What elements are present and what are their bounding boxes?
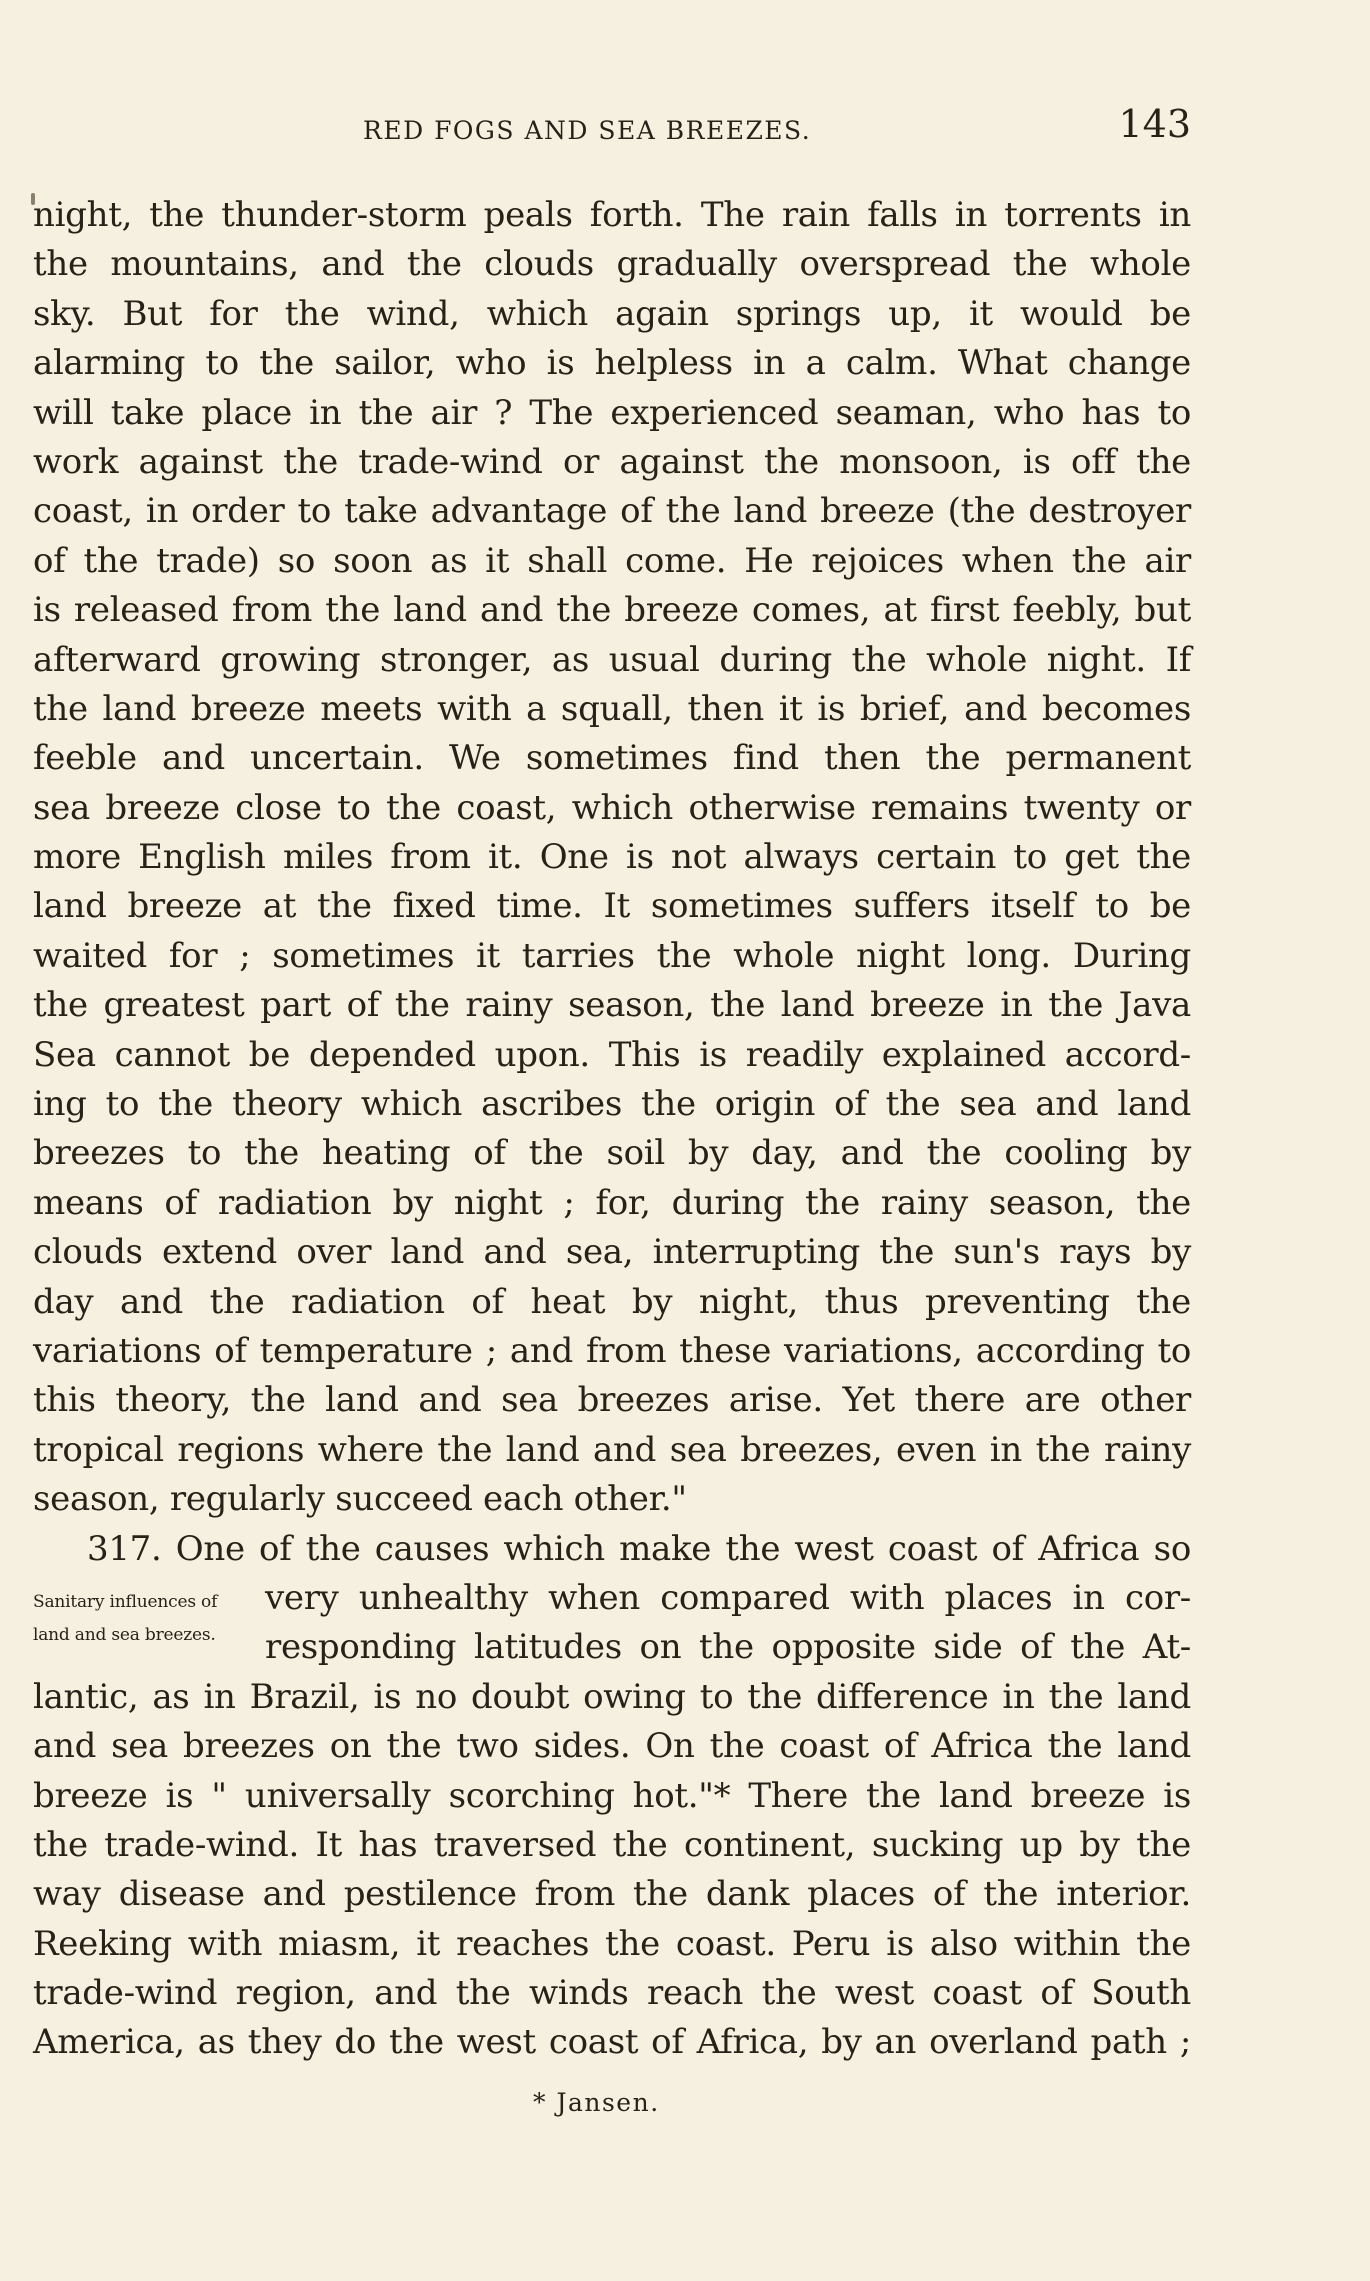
body-text bbox=[33, 191, 1191, 2068]
text-line: variations of temperature ; and from these variations, according to bbox=[33, 1330, 1191, 1371]
text-line: coast, in order to take advantage of the land breeze (the destroyer bbox=[33, 491, 1191, 532]
text-line: breezes to the heating of the soil by day, and the cooling by bbox=[33, 1133, 1191, 1174]
text-line: night, the thunder-storm peals forth. The rain falls in torrents in bbox=[33, 195, 1191, 235]
text-line: means of radiation by night ; for, during the rainy season, the bbox=[33, 1182, 1191, 1223]
text-line: the greatest part of the rainy season, the land breeze in the Java bbox=[33, 985, 1191, 1026]
text-line: ing to the theory which ascribes the origin of the sea and land bbox=[33, 1084, 1191, 1125]
text-line: afterward growing stronger, as usual during the whole night. If bbox=[33, 639, 1191, 680]
text-line: sky. But for the wind, which again springs up, it would be bbox=[33, 293, 1191, 334]
text-line: land breeze at the fixed time. It sometimes suffers itself to be bbox=[33, 886, 1191, 927]
text-line: tropical regions where the land and sea breezes, even in the rainy bbox=[33, 1429, 1191, 1470]
text-line: very unhealthy when compared with places in cor- bbox=[265, 1577, 1191, 1618]
text-line: the mountains, and the clouds gradually overspread the whole bbox=[33, 244, 1191, 285]
text-line: the land breeze meets with a squall, then it is brief, and becomes bbox=[33, 688, 1191, 729]
footnote: * Jansen. bbox=[533, 2088, 660, 2117]
text-line: clouds extend over land and sea, interrupting the sun's rays by bbox=[33, 1232, 1191, 1273]
text-line: waited for ; sometimes it tarries the whole night long. During bbox=[33, 935, 1191, 976]
text-line: will take place in the air ? The experienced seaman, who has to bbox=[33, 392, 1191, 433]
text-line: sea breeze close to the coast, which otherwise remains twenty or bbox=[33, 787, 1191, 828]
text-line: way disease and pestilence from the dank places of the interior. bbox=[33, 1874, 1191, 1915]
margin-note-line-1: Sanitary influences of bbox=[33, 1592, 218, 1612]
text-line: America, as they do the west coast of Africa, by an overland path ; bbox=[33, 2022, 1191, 2063]
paragraph-start-line: 317. One of the causes which make the west coast of Africa so bbox=[87, 1528, 1191, 1569]
text-line: lantic, as in Brazil, is no doubt owing to the difference in the land bbox=[33, 1676, 1191, 1717]
text-line: breeze is " universally scorching hot."* There the land breeze is bbox=[33, 1775, 1191, 1816]
text-line: Reeking with miasm, it reaches the coast. Peru is also within the bbox=[33, 1923, 1191, 1964]
text-line: season, regularly succeed each other." bbox=[33, 1479, 687, 1520]
text-line: more English miles from it. One is not always certain to get the bbox=[33, 837, 1191, 878]
text-line: this theory, the land and sea breezes arise. Yet there are other bbox=[33, 1380, 1191, 1421]
text-line: is released from the land and the breeze comes, at first feebly, but bbox=[33, 590, 1191, 631]
text-line: of the trade) so soon as it shall come. He rejoices when the air bbox=[33, 540, 1191, 581]
text-line: work against the trade-wind or against the monsoon, is off the bbox=[33, 441, 1191, 482]
running-head: RED FOGS AND SEA BREEZES. bbox=[363, 116, 812, 145]
text-line: trade-wind region, and the winds reach the west coast of South bbox=[33, 1973, 1191, 2014]
page-header bbox=[33, 102, 1191, 152]
text-line: Sea cannot be depended upon. This is readily explained accord- bbox=[33, 1034, 1191, 1075]
page-number: 143 bbox=[1118, 102, 1191, 146]
text-line: day and the radiation of heat by night, thus preventing the bbox=[33, 1281, 1191, 1322]
text-line: alarming to the sailor, who is helpless in a calm. What change bbox=[33, 343, 1191, 384]
margin-note-line-2: land and sea breezes. bbox=[33, 1625, 216, 1645]
text-line: responding latitudes on the opposite side of the At- bbox=[265, 1627, 1191, 1668]
text-line: feeble and uncertain. We sometimes find then the permanent bbox=[33, 738, 1191, 779]
text-line: the trade-wind. It has traversed the continent, sucking up by the bbox=[33, 1824, 1191, 1865]
text-line: and sea breezes on the two sides. On the coast of Africa the land bbox=[33, 1726, 1191, 1767]
